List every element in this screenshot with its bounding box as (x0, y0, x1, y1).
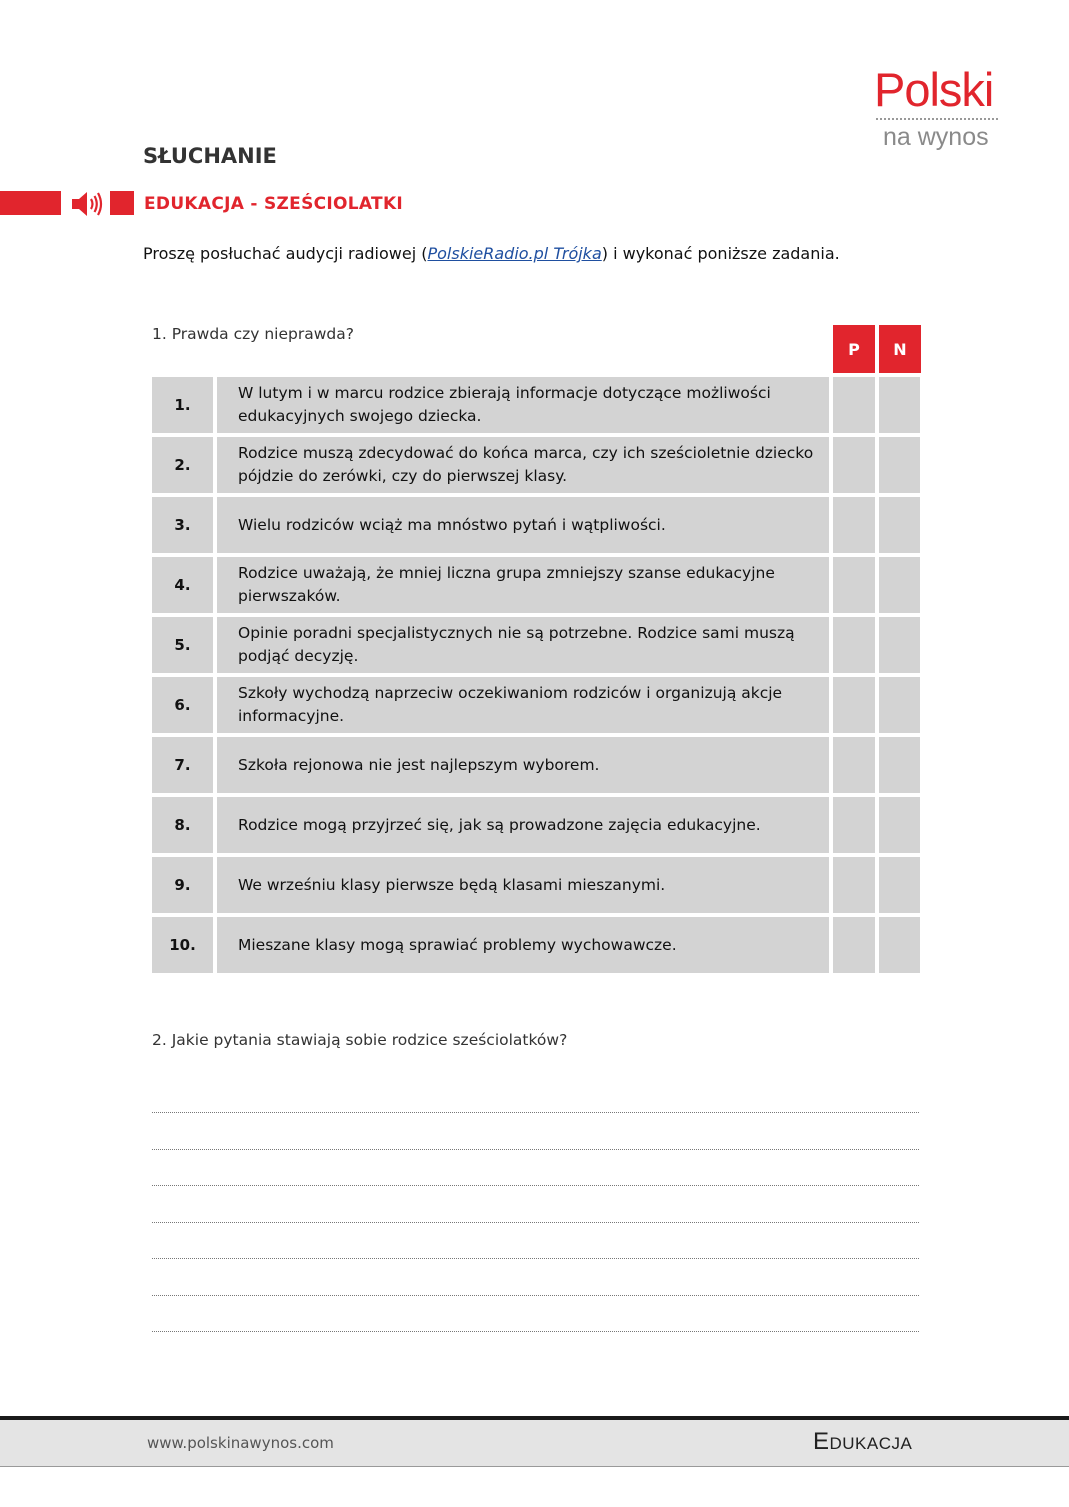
statement-text: Szkoła rejonowa nie jest najlepszym wyborem. (238, 755, 600, 774)
task1-title: 1. Prawda czy nieprawda? (152, 325, 354, 343)
column-header-false: N (879, 325, 921, 373)
answer-line[interactable] (152, 1258, 919, 1295)
answer-true-box[interactable] (833, 437, 875, 493)
row-number: 3. (152, 497, 213, 553)
table-row (152, 617, 920, 673)
answer-true-box[interactable] (833, 557, 875, 613)
answer-true-box[interactable] (833, 917, 875, 973)
statement-text: Mieszane klasy mogą sprawiać problemy wychowawcze. (238, 935, 677, 954)
logo-divider (876, 118, 998, 120)
row-statement (217, 797, 829, 853)
accent-bar (0, 191, 61, 215)
row-number: 8. (152, 797, 213, 853)
answer-true-box[interactable] (833, 497, 875, 553)
answer-line[interactable] (152, 1222, 919, 1259)
instructions-after: ) i wykonać poniższe zadania. (601, 244, 840, 263)
answer-true-box[interactable] (833, 617, 875, 673)
table-row (152, 377, 920, 433)
answer-line[interactable] (152, 1149, 919, 1186)
statement-text: Rodzice uważają, że mniej liczna grupa zmniejszy szanse edukacyjne pierwszaków. (238, 564, 775, 605)
answer-line[interactable] (152, 1331, 919, 1368)
answer-area (152, 1112, 919, 1368)
answer-true-box[interactable] (833, 677, 875, 733)
table-row (152, 737, 920, 793)
true-false-table (152, 377, 920, 977)
row-statement (217, 677, 829, 733)
row-number: 6. (152, 677, 213, 733)
page-title: SŁUCHANIE (143, 144, 277, 168)
row-number: 7. (152, 737, 213, 793)
table-row (152, 497, 920, 553)
logo-sub-text: na wynos (883, 123, 989, 151)
accent-square (110, 191, 134, 215)
statement-text: Rodzice muszą zdecydować do końca marca, czy ich sześcioletnie dziecko pójdzie do zerówki, czy do pierwszej klasy. (238, 444, 814, 485)
answer-line[interactable] (152, 1185, 919, 1222)
table-row (152, 857, 920, 913)
row-number: 1. (152, 377, 213, 433)
row-number: 4. (152, 557, 213, 613)
table-row (152, 437, 920, 493)
answer-false-box[interactable] (879, 617, 920, 673)
table-row (152, 797, 920, 853)
speaker-icon (70, 190, 104, 218)
answer-false-box[interactable] (879, 917, 920, 973)
answer-true-box[interactable] (833, 737, 875, 793)
source-link[interactable]: PolskieRadio.pl Trójka (427, 244, 602, 263)
row-number: 10. (152, 917, 213, 973)
statement-text: W lutym i w marcu rodzice zbierają informacje dotyczące możliwości edukacyjnych swojego dziecka. (238, 384, 771, 425)
answer-false-box[interactable] (879, 497, 920, 553)
answer-false-box[interactable] (879, 557, 920, 613)
answer-true-box[interactable] (833, 797, 875, 853)
logo (872, 64, 1002, 154)
answer-false-box[interactable] (879, 797, 920, 853)
answer-false-box[interactable] (879, 677, 920, 733)
answer-true-box[interactable] (833, 377, 875, 433)
answer-true-box[interactable] (833, 857, 875, 913)
logo-main-text: Polski (874, 63, 994, 116)
column-header-true: P (833, 325, 875, 373)
row-number: 2. (152, 437, 213, 493)
instructions (143, 244, 840, 263)
row-statement (217, 437, 829, 493)
table-row (152, 557, 920, 613)
answer-false-box[interactable] (879, 857, 920, 913)
statement-text: Rodzice mogą przyjrzeć się, jak są prowadzone zajęcia edukacyjne. (238, 815, 761, 834)
answer-line[interactable] (152, 1295, 919, 1332)
answer-false-box[interactable] (879, 737, 920, 793)
row-statement (217, 737, 829, 793)
footer-label: Edukacja (813, 1428, 913, 1455)
answer-false-box[interactable] (879, 377, 920, 433)
row-number: 9. (152, 857, 213, 913)
statement-text: Opinie poradni specjalistycznych nie są potrzebne. Rodzice sami muszą podjąć decyzję. (238, 624, 795, 665)
answer-line[interactable] (152, 1112, 919, 1149)
row-statement (217, 917, 829, 973)
statement-text: We wrześniu klasy pierwsze będą klasami mieszanymi. (238, 875, 666, 894)
row-statement (217, 857, 829, 913)
row-statement (217, 377, 829, 433)
row-number: 5. (152, 617, 213, 673)
row-statement (217, 617, 829, 673)
statement-text: Szkoły wychodzą naprzeciw oczekiwaniom rodziców i organizują akcje informacyjne. (238, 684, 783, 725)
section-subtitle: EDUKACJA - SZEŚCIOLATKI (144, 194, 404, 214)
table-row (152, 917, 920, 973)
answer-false-box[interactable] (879, 437, 920, 493)
footer-url: www.polskinawynos.com (147, 1434, 334, 1452)
table-row (152, 677, 920, 733)
task2-title: 2. Jakie pytania stawiają sobie rodzice sześciolatków? (152, 1031, 568, 1049)
statement-text: Wielu rodziców wciąż ma mnóstwo pytań i wątpliwości. (238, 515, 666, 534)
instructions-before: Proszę posłuchać audycji radiowej ( (143, 244, 428, 263)
row-statement (217, 497, 829, 553)
row-statement (217, 557, 829, 613)
